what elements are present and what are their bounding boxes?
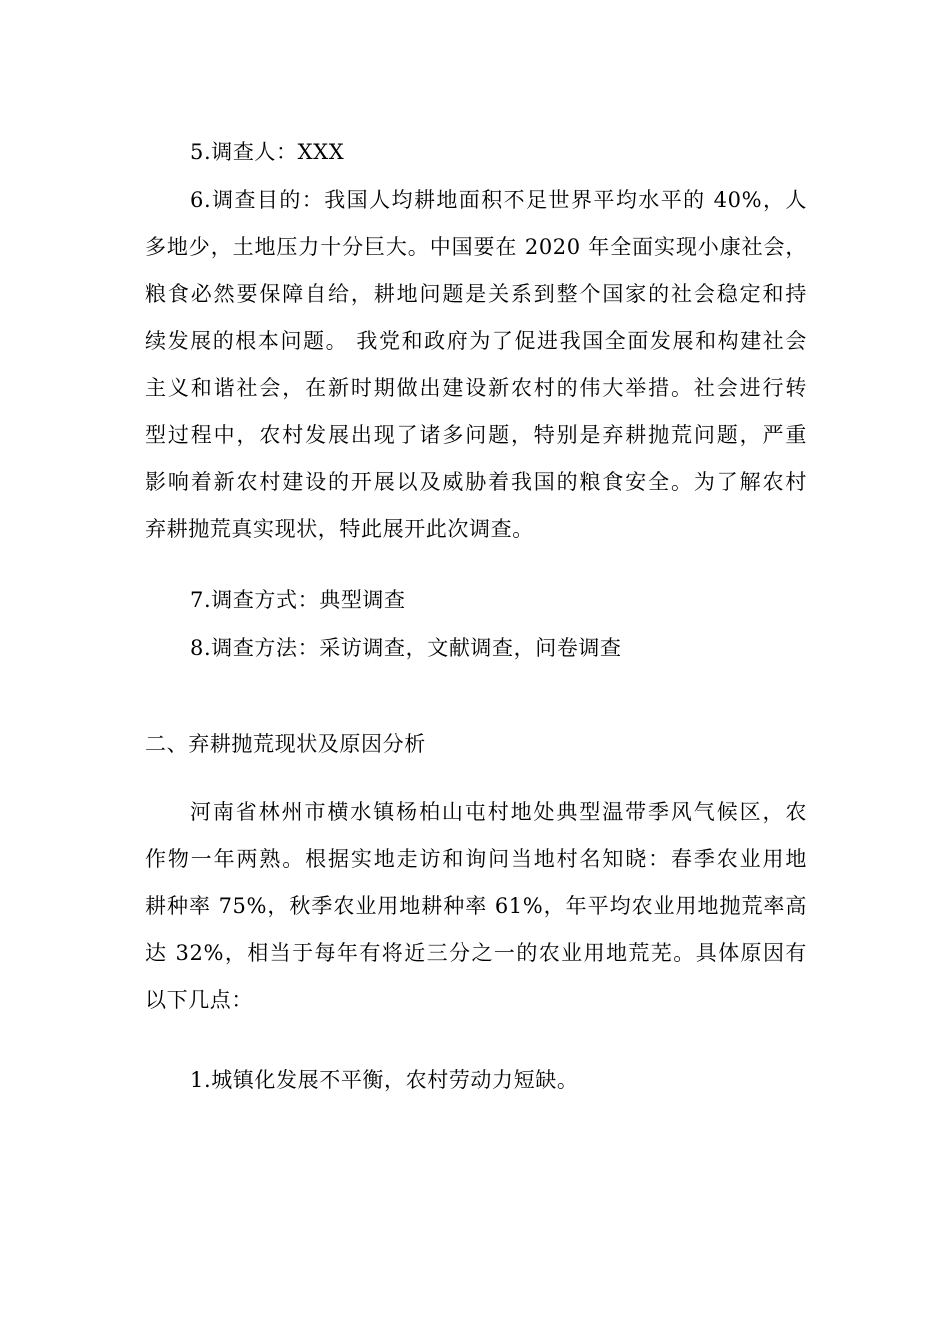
text-line: 型过程中，农村发展出现了诸多问题，特别是弃耕抛荒问题，严重	[145, 423, 807, 447]
section-intro-paragraph	[145, 798, 807, 1014]
text-line: 弃耕抛荒真实现状，特此展开此次调查。	[145, 517, 534, 541]
text-line: 以下几点：	[145, 988, 253, 1012]
survey-type-line: 7.调查方式：典型调查	[190, 588, 406, 612]
text-line: 河南省林州市横水镇杨柏山屯村地处典型温带季风气候区，农	[190, 800, 807, 824]
text-line: 粮食必然要保障自给，耕地问题是关系到整个国家的社会稳定和持	[145, 282, 807, 306]
point-one-line: 1.城镇化发展不平衡，农村劳动力短缺。	[190, 1068, 579, 1092]
section-heading: 二、弃耕抛荒现状及原因分析	[145, 732, 426, 756]
text-line: 6.调查目的：我国人均耕地面积不足世界平均水平的 40%，人	[190, 188, 807, 212]
purpose-paragraph	[145, 186, 807, 543]
survey-methods-line: 8.调查方法：采访调查，文献调查，问卷调查	[190, 636, 622, 660]
text-line: 影响着新农村建设的开展以及威胁着我国的粮食安全。为了解农村	[145, 470, 807, 494]
text-line: 续发展的根本问题。 我党和政府为了促进我国全面发展和构建社会	[145, 329, 807, 353]
text-line: 作物一年两熟。根据实地走访和询问当地村名知晓：春季农业用地	[145, 847, 807, 871]
text-line: 达 32%，相当于每年有将近三分之一的农业用地荒芜。具体原因有	[145, 941, 807, 965]
text-line: 多地少，土地压力十分巨大。中国要在 2020 年全面实现小康社会，	[145, 235, 807, 259]
investigator-line: 5.调查人：XXX	[190, 140, 345, 164]
text-line: 主义和谐社会，在新时期做出建设新农村的伟大举措。社会进行转	[145, 376, 807, 400]
text-line: 耕种率 75%，秋季农业用地耕种率 61%，年平均农业用地抛荒率高	[145, 894, 807, 918]
